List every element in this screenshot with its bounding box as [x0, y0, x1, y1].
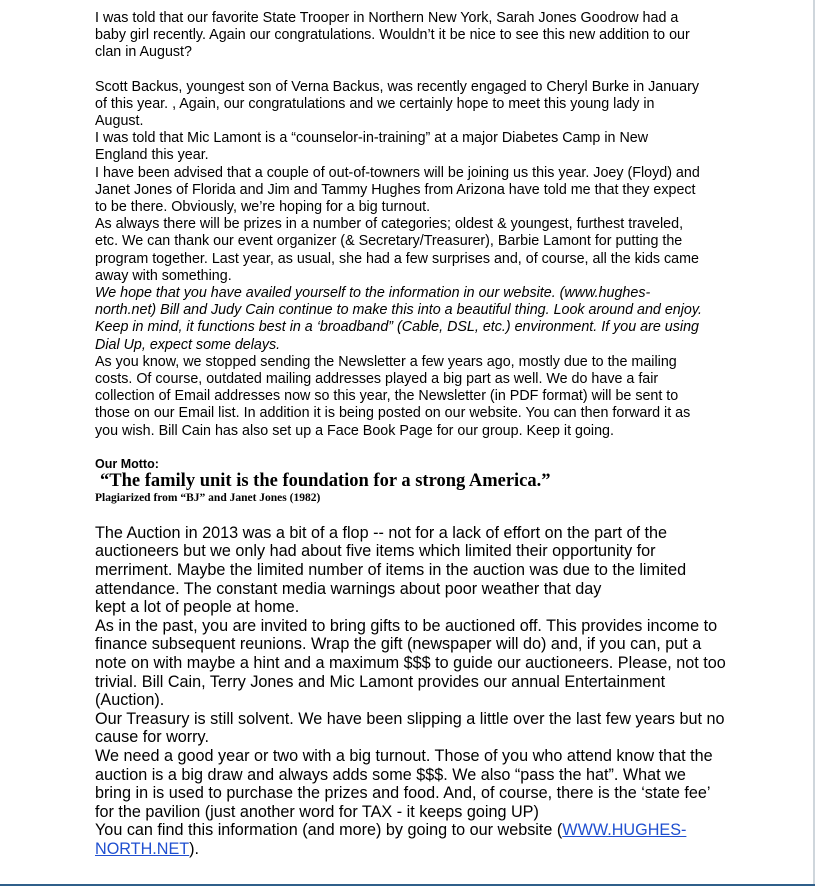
closing-suffix: ). [189, 839, 200, 858]
website-link-part1[interactable]: WWW.HUGHES- [562, 821, 687, 840]
paragraph-announcements: Scott Backus, youngest son of Verna Backus, was recently engaged to Cheryl Burke in January of this year. , Again, our congratulations and we certainly hope to meet this young lady in August. I was told that Mic Lamont is a “counselor-in-training” at a major Diabetes Camp in New England this year. I have been advised that a couple of out-of-towners will be joining us this year. Joey (Floyd) and Janet Jones of Florida and Jim and Tammy Hughes from Arizona have told me that they expect to be there. Obviously, we’re hoping for a big turnout. As always there will be prizes in a number of categories; oldest & youngest, furthest traveled, etc. We can thank our event organizer (& Secretary/Treasurer), Barbie Lamont for putting the program together. Last year, as usual, she had a few surprises and, of course, all the kids came away with something. [95, 78, 700, 284]
closing-prefix: You can find this information (and more) by going to our website ( [95, 821, 563, 840]
paragraph-website: We hope that you have availed yourself to the information in our website. (www.hughes- north.net) Bill and Judy Cain continue to make this into a beautiful thing. Look around and enjoy. Keep in mind, it functions best in a ‘broadband” (Cable, DSL, etc.) environment. If you are using Dial Up, expect some delays. [95, 285, 702, 353]
motto-quote: “The family unit is the foundation for a strong America.” [100, 470, 551, 491]
website-link-part2[interactable]: NORTH.NET [95, 839, 190, 858]
motto-credit: Plagiarized from “BJ” and Janet Jones (1982) [95, 491, 321, 504]
paragraph-auction: The Auction in 2013 was a bit of a flop -- not for a lack of effort on the part of the auctioneers but we only had about five items which limited their opportunity for merriment. Maybe the limited number of items in the auction was due to the limited attendance. The constant media warnings about poor weather that day kept a lot of people at home. As in the past, you are invited to bring gifts to be auctioned off. This provides income to finance subsequent reunions. Wrap the gift (newspaper will do) and, if you can, put a note on with maybe a hint and a maximum $$$ to guide our auctioneers. Please, not too trivial. Bill Cain, Terry Jones and Mic Lamont provides our annual Entertainment (Auction). Our Treasury is still solvent. We have been slipping a little over the last few years but no cause for worry. We need a good year or two with a big turnout. Those of you who attend know that the auction is a big draw and always adds some $$$. We also “pass the hat”. What we bring in is used to purchase the prizes and food. And, of course, there is the ‘state fee’ for the pavilion (just another word for TAX - it keeps going UP) [95, 523, 726, 821]
document-body [95, 0, 731, 859]
motto-label: Our Motto: [95, 456, 159, 471]
paragraph-newsletter: As you know, we stopped sending the Newsletter a few years ago, mostly due to the mailing costs. Of course, outdated mailing addresses played a big part as well. We do have a fair collection of Email addresses now so this year, the Newsletter (in PDF format) will be sent to those on our Email list. In addition it is being posted on our website. You can then forward it as you wish. Bill Cain has also set up a Face Book Page for our group. Keep it going. [95, 353, 691, 439]
paragraph-baby-girl: I was told that our favorite State Trooper in Northern New York, Sarah Jones Goodrow had a baby girl recently. Again our congratulations. Wouldn’t it be nice to see this new addition to our clan in August? [95, 10, 690, 61]
paragraph-closing [95, 821, 731, 858]
